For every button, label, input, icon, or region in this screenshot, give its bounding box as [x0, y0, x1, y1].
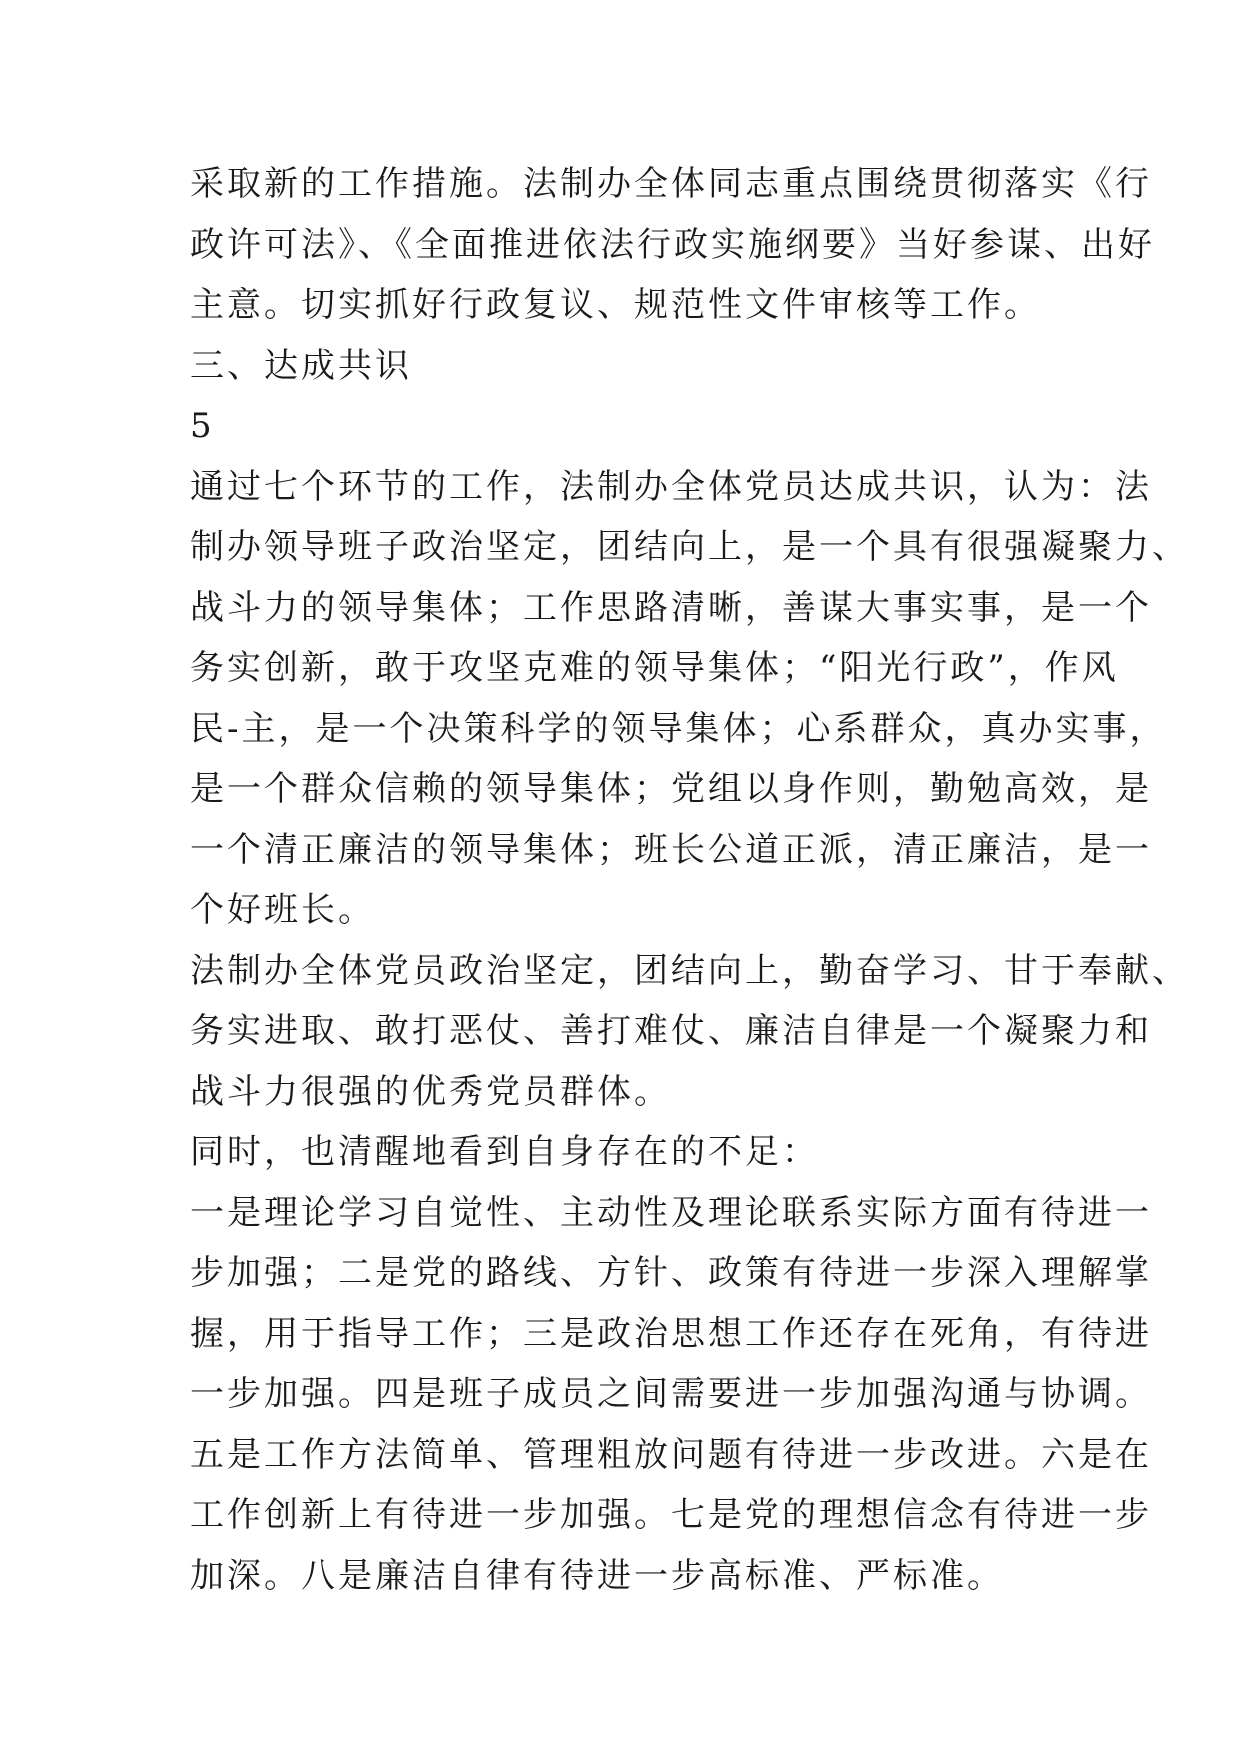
document-body	[190, 154, 1189, 1606]
text-line: 加深。八是廉洁自律有待进一步高标准、严标准。	[190, 1555, 1004, 1596]
text-line: 握，用于指导工作；三是政治思想工作还存在死角，有待进	[190, 1313, 1152, 1354]
text-line: 战斗力很强的优秀党员群体。	[190, 1071, 671, 1112]
text-line: 务实创新，敢于攻坚克难的领导集体；“阳光行政”，作风	[190, 648, 1119, 688]
text-line: 步加强；二是党的路线、方针、政策有待进一步深入理解掌	[190, 1253, 1152, 1293]
text-line: 制办领导班子政治坚定，团结向上，是一个具有很强凝聚力、	[190, 527, 1189, 567]
text-line: 一是理论学习自觉性、主动性及理论联系实际方面有待进一	[190, 1192, 1152, 1233]
text-line: 采取新的工作措施。法制办全体同志重点围绕贯彻落实《行	[190, 164, 1152, 204]
section-heading: 三、达成共识	[190, 345, 412, 386]
text-line: 五是工作方法简单、管理粗放问题有待进一步改进。六是在	[190, 1434, 1152, 1475]
text-line: 一步加强。四是班子成员之间需要进一步加强沟通与协调。	[190, 1374, 1152, 1414]
text-line: 个好班长。	[190, 890, 375, 930]
text-line: 同时，也清醒地看到自身存在的不足：	[190, 1132, 819, 1172]
text-line: 工作创新上有待进一步加强。七是党的理想信念有待进一步	[190, 1495, 1152, 1535]
text-line: 是一个群众信赖的领导集体；党组以身作则，勤勉高效，是	[190, 769, 1152, 809]
text-line: 通过七个环节的工作，法制办全体党员达成共识，认为：法	[190, 466, 1152, 507]
text-line: 政许可法》、《全面推进依法行政实施纲要》当好参谋、出好	[190, 224, 1155, 265]
text-line: 务实进取、敢打恶仗、善打难仗、廉洁自律是一个凝聚力和	[190, 1011, 1152, 1051]
text-line: 战斗力的领导集体；工作思路清晰，善谋大事实事，是一个	[190, 587, 1152, 628]
text-line: 主意。切实抓好行政复议、规范性文件审核等工作。	[190, 285, 1041, 325]
text-line: 法制办全体党员政治坚定，团结向上，勤奋学习、甘于奉献、	[190, 950, 1189, 991]
page-number-marker: 5	[190, 406, 215, 446]
text-line: 一个清正廉洁的领导集体；班长公道正派，清正廉洁，是一	[190, 829, 1152, 870]
text-line: 民-主，是一个决策科学的领导集体；心系群众，真办实事，	[190, 708, 1167, 749]
